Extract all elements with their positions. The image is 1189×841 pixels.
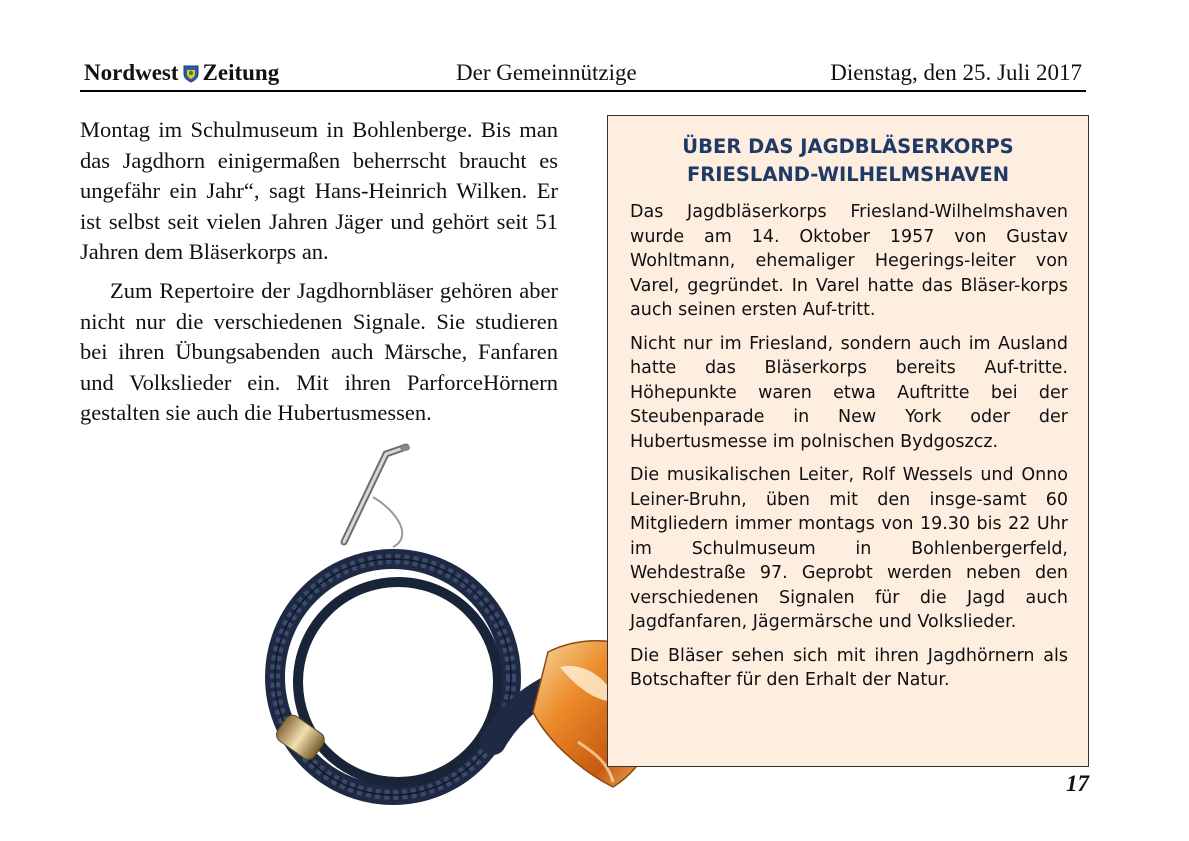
newspaper-name-part2: Zeitung bbox=[202, 60, 280, 85]
info-box-paragraph: Nicht nur im Friesland, sondern auch im Ausland hatte das Bläserkorps bereits Auf-tritte. Höhepunkte waren etwa Auftritte bei der Steubenparade in New York oder der Hubertusmesse im polnischen Bydgoszcz. bbox=[630, 333, 1068, 452]
info-box-paragraph: Das Jagdbläserkorps Friesland-Wilhelmshaven wurde am 14. Oktober 1957 von Gustav Wohltmann, ehemaliger Hegerings-leiter von Varel, gegründet. In Varel hatte das Bläser-korps auch seinen ersten Auf-tritt. bbox=[630, 202, 1068, 320]
article-paragraph: Montag im Schulmuseum in Bohlenberge. Bis man das Jagdhorn einigermaßen beherrscht braucht es ungefähr ein Jahr“, sagt Hans-Heinrich Wilken. Er ist selbst seit vielen Jahren Jäger und gehört seit 51 Jahren dem Bläserkorps an. bbox=[80, 117, 558, 265]
section-title: Der Gemeinnützige bbox=[456, 60, 637, 85]
issue-date: Dienstag, den 25. Juli 2017 bbox=[830, 60, 1082, 85]
page-header bbox=[80, 58, 1086, 92]
article-text bbox=[80, 115, 558, 437]
crest-icon bbox=[183, 63, 199, 89]
page-number: 17 bbox=[1066, 771, 1089, 796]
info-box-title bbox=[628, 133, 1068, 189]
article-paragraph: Zum Repertoire der Jagdhornbläser gehören aber nicht nur die verschiedenen Signale. Sie studieren bei ihren Übungsabenden auch Märsche, Fanfaren und Volkslieder ein. Mit ihren ParforceHörnern gestalten sie auch die Hubertusmessen. bbox=[80, 277, 558, 426]
info-box-body bbox=[630, 200, 1068, 693]
newspaper-name-part1: Nordwest bbox=[84, 60, 179, 85]
info-box-title-line: ÜBER DAS JAGDBLÄSERKORPS bbox=[682, 135, 1014, 158]
info-box-paragraph: Die Bläser sehen sich mit ihren Jagdhörnern als Botschafter für den Erhalt der Natur. bbox=[630, 645, 1068, 690]
info-box-title-line: FRIESLAND-WILHELMSHAVEN bbox=[686, 163, 1010, 186]
info-box-paragraph: Die musikalischen Leiter, Rolf Wessels und Onno Leiner-Bruhn, üben mit den insge-samt 60 Mitgliedern immer montags von 19.30 bis 22 Uhr im Schulmuseum in Bohlenbergerfeld, Wehdestraße 97. Geprobt werden neben den verschiedenen Signalen für die Jagd auch Jagdfanfaren, Jägermärsche und Volkslieder. bbox=[630, 465, 1068, 632]
newspaper-logo bbox=[84, 60, 279, 89]
info-box bbox=[607, 115, 1089, 767]
